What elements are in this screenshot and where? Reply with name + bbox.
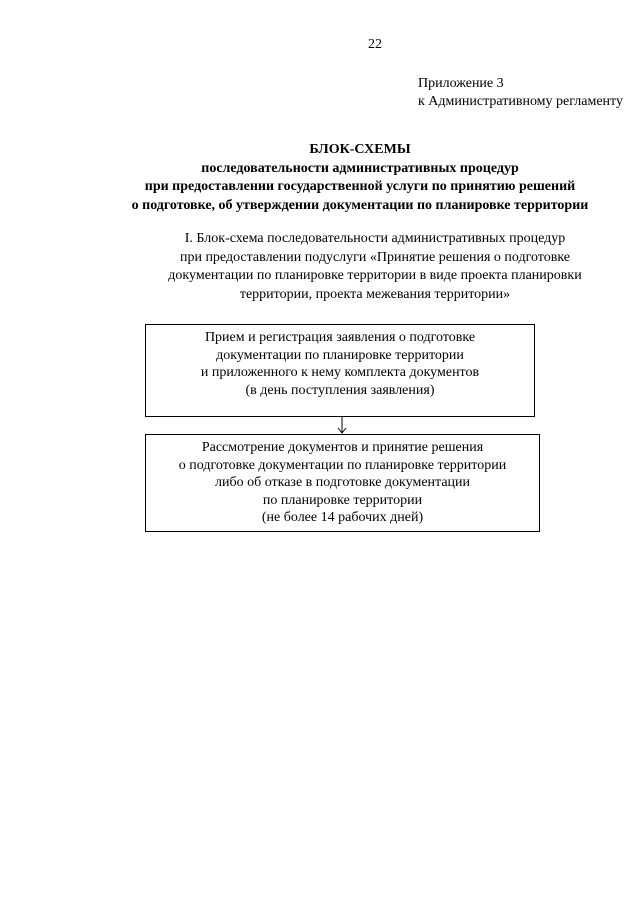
section-title-line: территории, проекта межевания территории» [239,286,511,302]
flow-arrow-down-icon [336,417,348,435]
step-text-line: и приложенного к нему комплекта документов [200,365,480,380]
step-text-line: (в день поступления заявления) [245,382,435,398]
appendix-reference [418,75,623,111]
heading-line: последовательности административных процедур [201,160,519,176]
step-text-line: Рассмотрение документов и принятие решения [201,440,484,455]
heading-line: о подготовке, об утверждении документации по планировке территории [131,197,589,213]
document-heading [100,141,620,215]
step-text-line: по планировке территории [262,492,423,508]
section-title-line: I. Блок-схема последовательности административных процедур [184,231,566,246]
step-text-line: Прием и регистрация заявления о подготовке [204,330,476,345]
step-text-line: документации по планировке территории [216,347,464,363]
section-title-line: при предоставлении подуслуги «Принятие решения о подготовке [179,249,571,265]
step-text-line: либо об отказе в подготовке документации [214,475,471,490]
flowchart-step-2 [145,434,540,532]
heading-line: БЛОК-СХЕМЫ [309,142,411,157]
appendix-line: Приложение 3 [418,76,504,91]
section-title-line: документации по планировке территории в виде проекта планировки [168,268,582,283]
section-title [140,230,610,304]
step-text-line: о подготовке документации по планировке территории [178,457,507,473]
appendix-line: к Административному регламенту [418,94,623,109]
flowchart-step-1 [145,324,535,417]
page-number: 22 [368,37,382,52]
heading-line: при предоставлении государственной услуги по принятию решений [144,179,576,194]
step-text-line: (не более 14 рабочих дней) [261,510,424,525]
